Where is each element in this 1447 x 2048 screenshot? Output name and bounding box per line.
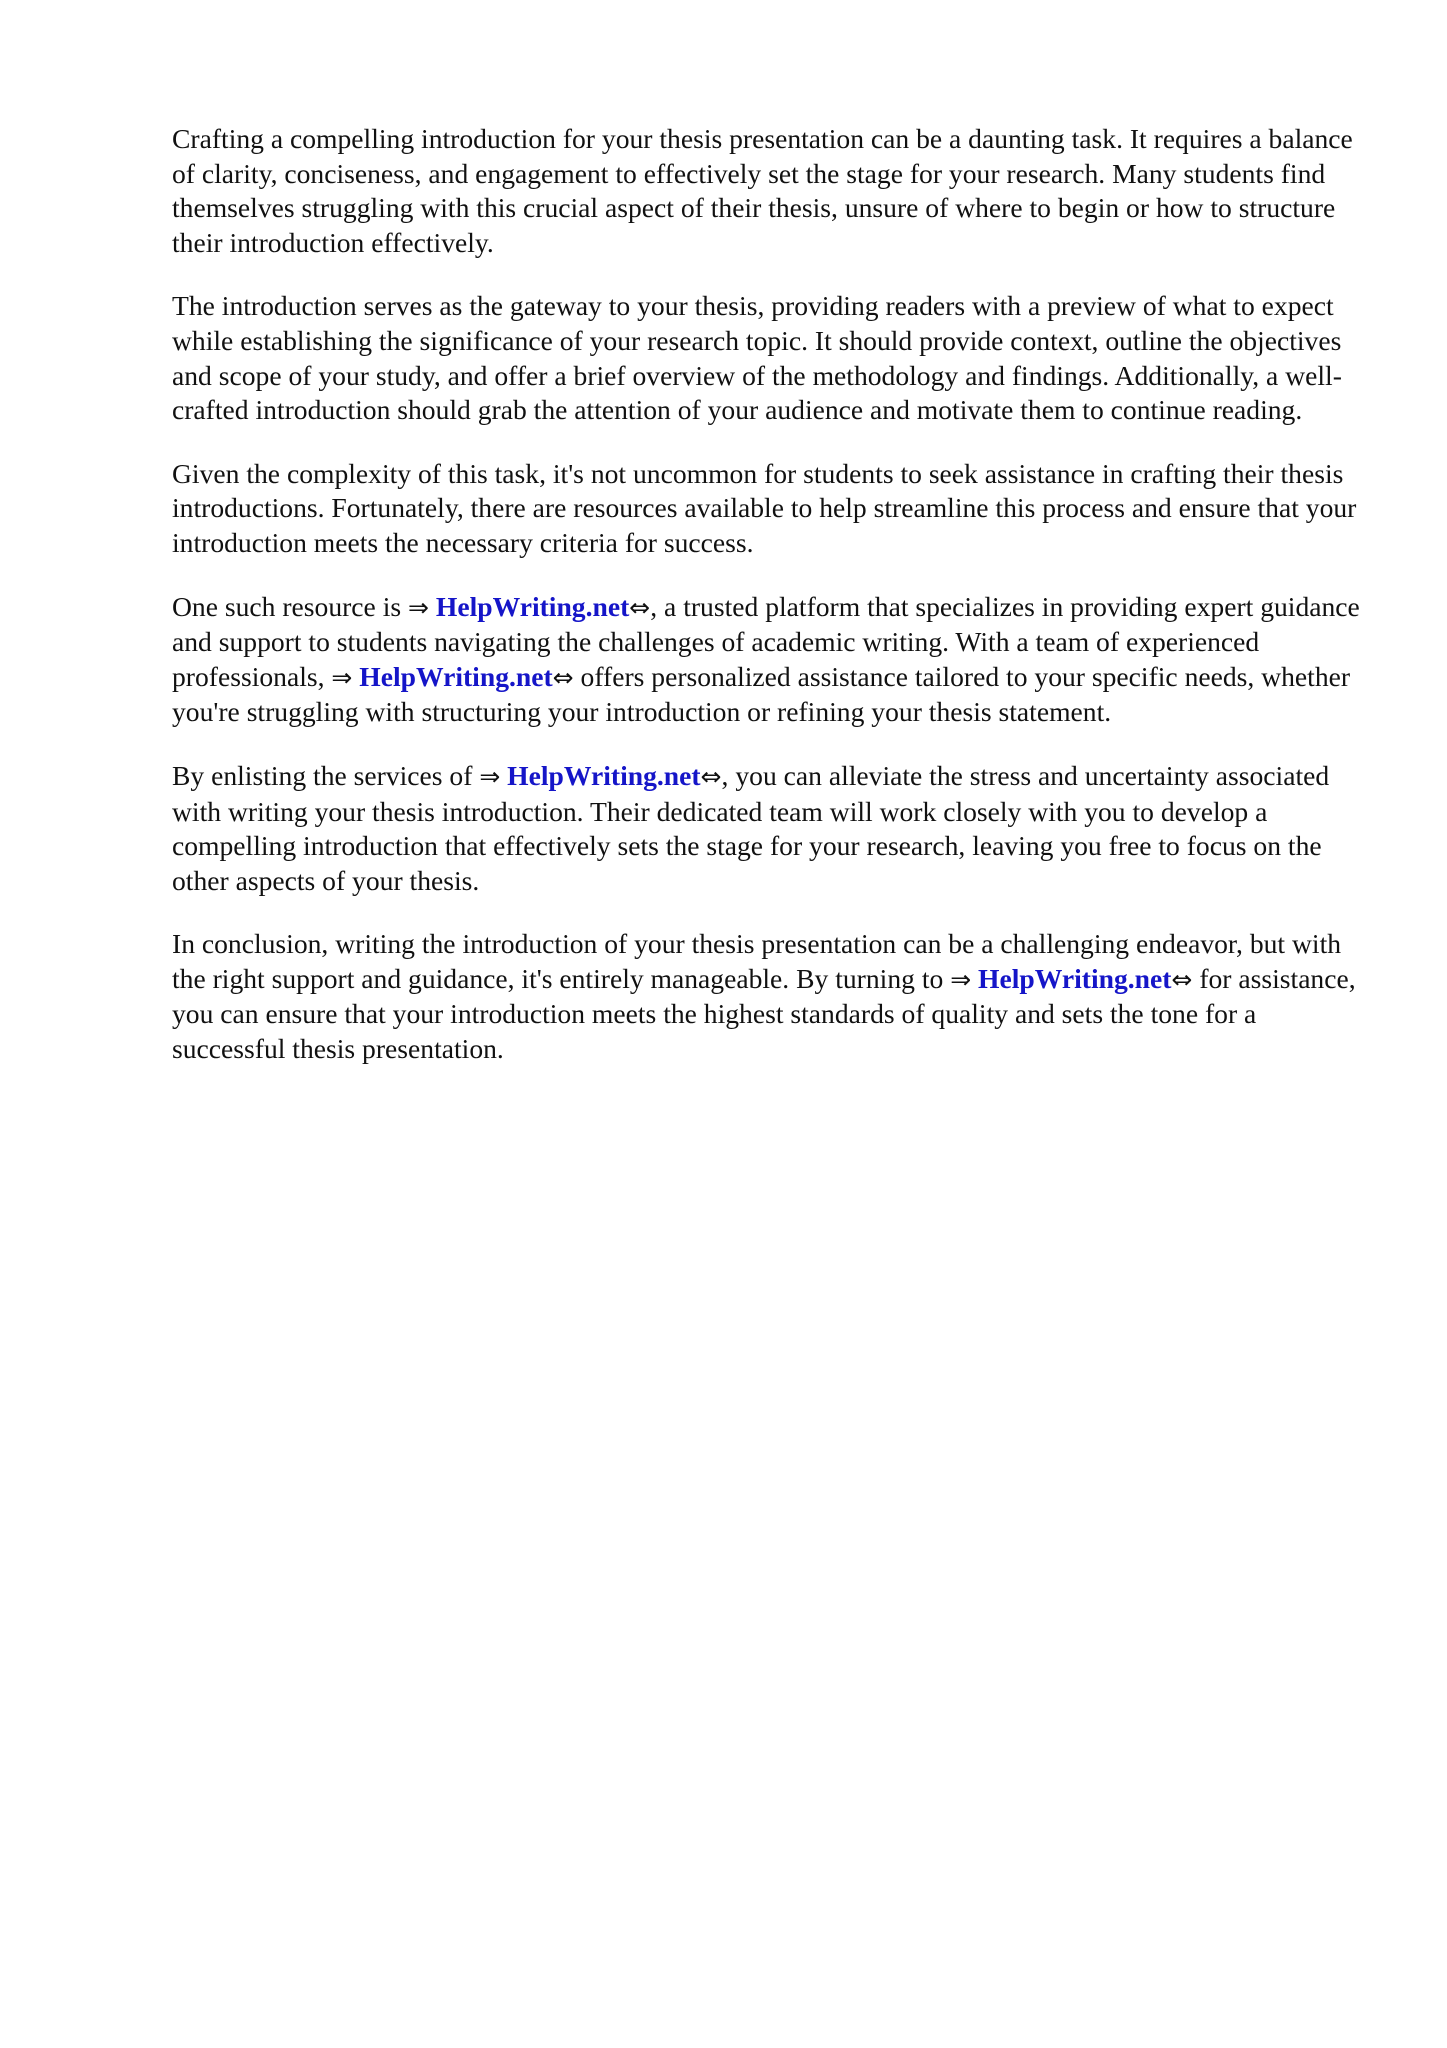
paragraph-5-text-start: By enlisting the services of <box>172 759 480 791</box>
paragraph-4-text-end: offers personalized assistance tailored to your specific needs, whether you're struggling with structuring your introduction or refining your thesis statement. <box>172 660 1351 728</box>
left-right-double-arrow-icon: ⇔ <box>552 662 574 692</box>
right-double-arrow-icon: ⇒ <box>479 761 501 791</box>
paragraph-4-text-start: One such resource is <box>172 590 409 622</box>
paragraph-6-text-end: for assistance, you can ensure that your introduction meets the highest standards of quality and sets the tone for a successful thesis presentation. <box>172 962 1356 1065</box>
left-right-double-arrow-icon: ⇔ <box>629 592 651 622</box>
paragraph-5-text-end: , you can alleviate the stress and uncertainty associated with writing your thesis introduction. Their dedicated team will work closely with you to develop a compelling introduction that effectively sets the stage for your research, leaving you free to focus on the other aspects of your thesis. <box>172 759 1330 896</box>
document-body <box>172 122 1372 1096</box>
left-right-double-arrow-icon: ⇔ <box>700 761 722 791</box>
right-double-arrow-icon: ⇒ <box>950 964 972 994</box>
paragraph-1-text: Crafting a compelling introduction for your thesis presentation can be a daunting task. It requires a balance of clarity, conciseness, and engagement to effectively set the stage for your research. Many students find themselves struggling with this crucial aspect of their thesis, unsure of where to begin or how to structure their introduction effectively. <box>172 123 1353 258</box>
paragraph-4-text-middle: , a trusted platform that specializes in providing expert guidance and support to students navigating the challenges of academic writing. With a team of experienced professionals, <box>172 590 1360 692</box>
helpwriting-link[interactable]: HelpWriting.net <box>507 759 701 791</box>
paragraph-6-text-start: In conclusion, writing the introduction of your thesis presentation can be a challenging endeavor, but with the right support and guidance, it's entirely manageable. By turning to <box>172 928 1342 994</box>
paragraph-5 <box>172 759 1372 898</box>
paragraph-1 <box>172 122 1372 260</box>
right-double-arrow-icon: ⇒ <box>408 592 429 622</box>
right-double-arrow-icon: ⇒ <box>331 662 353 692</box>
paragraph-2 <box>172 289 1372 427</box>
paragraph-3-text: Given the complexity of this task, it's not uncommon for students to seek assistance in crafting their thesis introductions. Fortunately, there are resources available to help streamline this process and ensure that your introduction meets the necessary criteria for success. <box>172 457 1357 558</box>
paragraph-2-text: The introduction serves as the gateway to your thesis, providing readers with a preview of what to expect while establishing the significance of your research topic. It should provide context, outline the objectives and scope of your study, and offer a brief overview of the methodology and findings. Additionally, a well-crafted introduction should grab the attention of your audience and motivate them to continue reading. <box>172 290 1342 426</box>
paragraph-3 <box>172 457 1372 561</box>
paragraph-4 <box>172 590 1372 730</box>
paragraph-6 <box>172 927 1372 1066</box>
helpwriting-link[interactable]: HelpWriting.net <box>435 590 630 622</box>
helpwriting-link[interactable]: HelpWriting.net <box>978 962 1172 994</box>
left-right-double-arrow-icon: ⇔ <box>1171 964 1193 994</box>
helpwriting-link[interactable]: HelpWriting.net <box>359 660 553 692</box>
